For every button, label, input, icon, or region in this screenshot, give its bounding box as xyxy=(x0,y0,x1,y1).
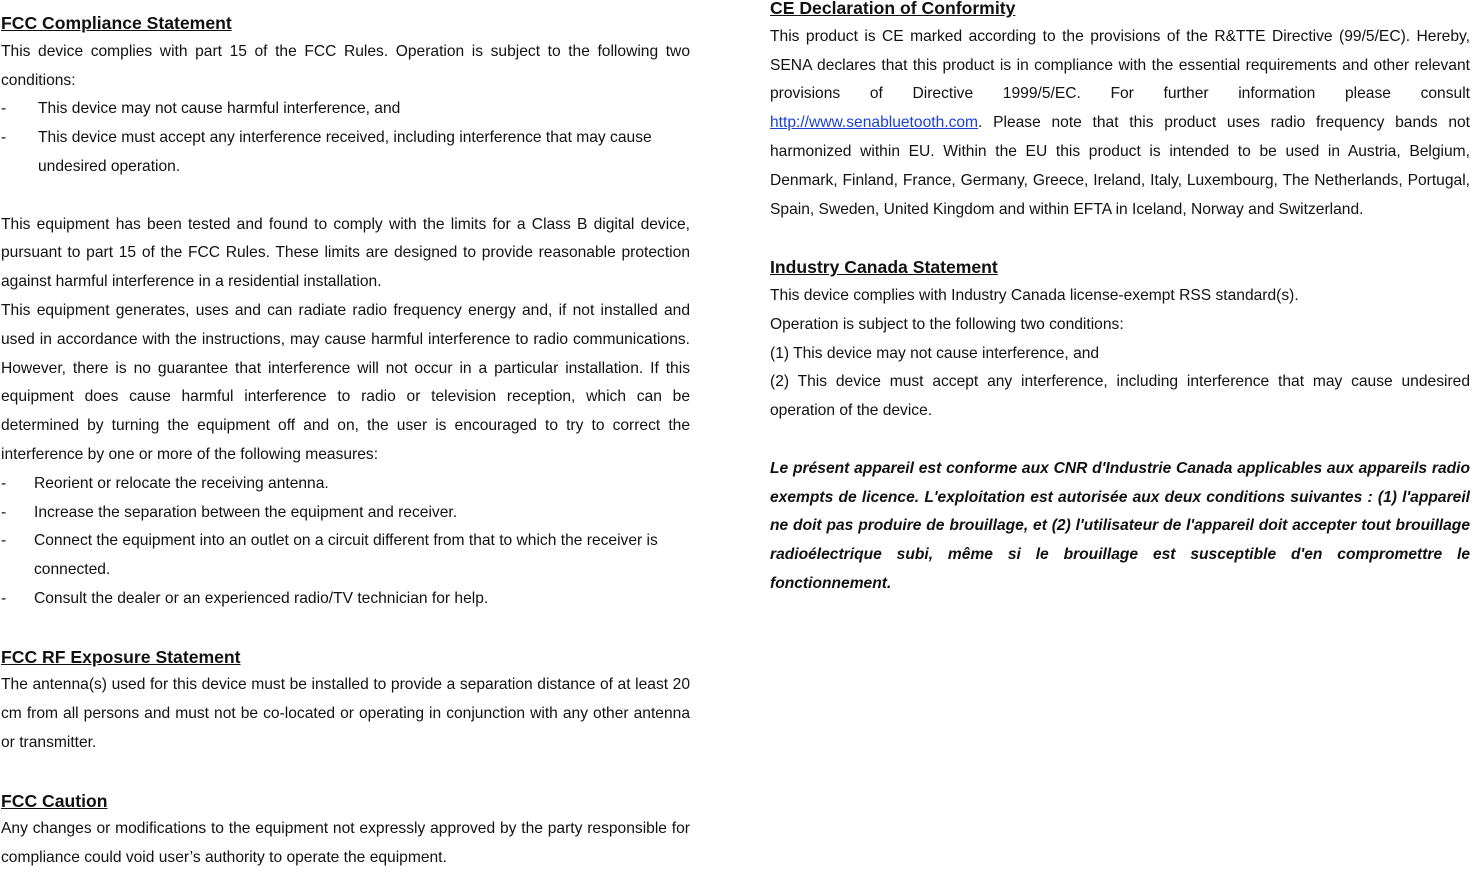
dash-bullet: - xyxy=(1,129,7,147)
ic-french-statement: Le présent appareil est conforme aux CNR d'Industrie Canada applicables aux appareils radio exempts de licence. L'exploitation est autorisée aux deux conditions suivantes : (1) l'appareil ne doit pas produire de brouillage, et (2) l'utilisateur de l'appareil doit accepter tout brouillage radioélectrique subi, même si le brouillage est susceptible d'en compromettre le fonctionnement. xyxy=(770,459,1470,592)
ce-body-text-continued: . Please note that this product uses radio frequency bands not harmonized within EU. Within the EU this product is intended to be used in Austria, Belgium, Denmark, Finland, France, Germany, Greece, Ireland, Italy, Luxembourg, The Netherlands, Portugal, Spain, Sweden, United Kingdom and within EFTA in Iceland, Norway and Switzerland. xyxy=(770,114,1470,218)
condition-text: This device must accept any interference received, including interference that may cause undesired operation. xyxy=(38,129,652,175)
measure-item xyxy=(1,527,690,585)
fcc-interference-paragraph: This equipment generates, uses and can radiate radio frequency energy and, if not installed and used in accordance with the instructions, may cause harmful interference to radio communications. However, there is no guarantee that interference will not occur in a particular installation. If this equipment does cause harmful interference to radio or television reception, which can be determined by turning the equipment off and on, the user is encouraged to try to correct the interference by one or more of the following measures: xyxy=(1,301,690,463)
measure-text: Reorient or relocate the receiving antenna. xyxy=(34,474,329,492)
ce-body xyxy=(770,23,1470,225)
dash-bullet: - xyxy=(1,589,7,607)
condition-text: This device may not cause harmful interference, and xyxy=(38,100,401,118)
fcc-caution-heading: FCC Caution xyxy=(1,790,108,811)
spacer xyxy=(1,614,690,643)
ic-line: This device complies with Industry Canada license-exempt RSS standard(s). xyxy=(770,286,1299,304)
industry-canada-heading: Industry Canada Statement xyxy=(770,257,998,278)
fcc-class-b-paragraph: This equipment has been tested and found to comply with the limits for a Class B digital device, pursuant to part 15 of the FCC Rules. These limits are designed to provide reasonable protection against harmful interference in a residential installation. xyxy=(1,215,690,291)
dash-bullet: - xyxy=(1,532,7,550)
measure-item xyxy=(1,499,690,528)
fcc-compliance-intro: This device complies with part 15 of the FCC Rules. Operation is subject to the following two conditions: xyxy=(1,42,690,89)
condition-item xyxy=(1,124,690,182)
spacer xyxy=(770,426,1470,455)
measure-text: Increase the separation between the equipment and receiver. xyxy=(34,503,458,521)
dash-bullet: - xyxy=(1,503,7,521)
fcc-rf-body: The antenna(s) used for this device must be installed to provide a separation distance of at least 20 cm from all persons and must not be co-located or operating in conjunction with any other antenna or transmitter. xyxy=(1,676,690,751)
fcc-compliance-heading: FCC Compliance Statement xyxy=(1,13,232,33)
dash-bullet: - xyxy=(1,100,7,118)
measure-item xyxy=(1,585,690,614)
condition-item xyxy=(1,95,690,124)
ic-line: (1) This device may not cause interference, and xyxy=(770,344,1100,362)
measure-item xyxy=(1,470,690,499)
measure-text: Consult the dealer or an experienced radio/TV technician for help. xyxy=(34,589,489,607)
sena-website-link[interactable]: http://www.senabluetooth.com xyxy=(770,114,979,132)
ce-heading: CE Declaration of Conformity xyxy=(770,0,1016,18)
spacer xyxy=(1,758,690,787)
left-column xyxy=(1,9,690,873)
right-column xyxy=(770,0,1470,599)
ic-line: Operation is subject to the following two conditions: xyxy=(770,315,1124,333)
spacer xyxy=(770,224,1470,253)
dash-bullet: - xyxy=(1,474,7,492)
fcc-caution-body: Any changes or modifications to the equipment not expressly approved by the party responsible for compliance could void user’s authority to operate the equipment. xyxy=(1,820,690,867)
spacer xyxy=(1,182,690,211)
ce-body-text: This product is CE marked according to the provisions of the R&TTE Directive (99/5/EC). Hereby, SENA declares that this product is in compliance with the essential requirements and other relevant provisions of Directive 1999/5/EC. For further information please consult xyxy=(770,27,1470,103)
measure-text: Connect the equipment into an outlet on a circuit different from that to which the receiver is connected. xyxy=(34,532,658,579)
ic-line: (2) This device must accept any interference, including interference that may cause undesired operation of the device. xyxy=(770,373,1470,420)
fcc-rf-heading: FCC RF Exposure Statement xyxy=(1,646,241,667)
